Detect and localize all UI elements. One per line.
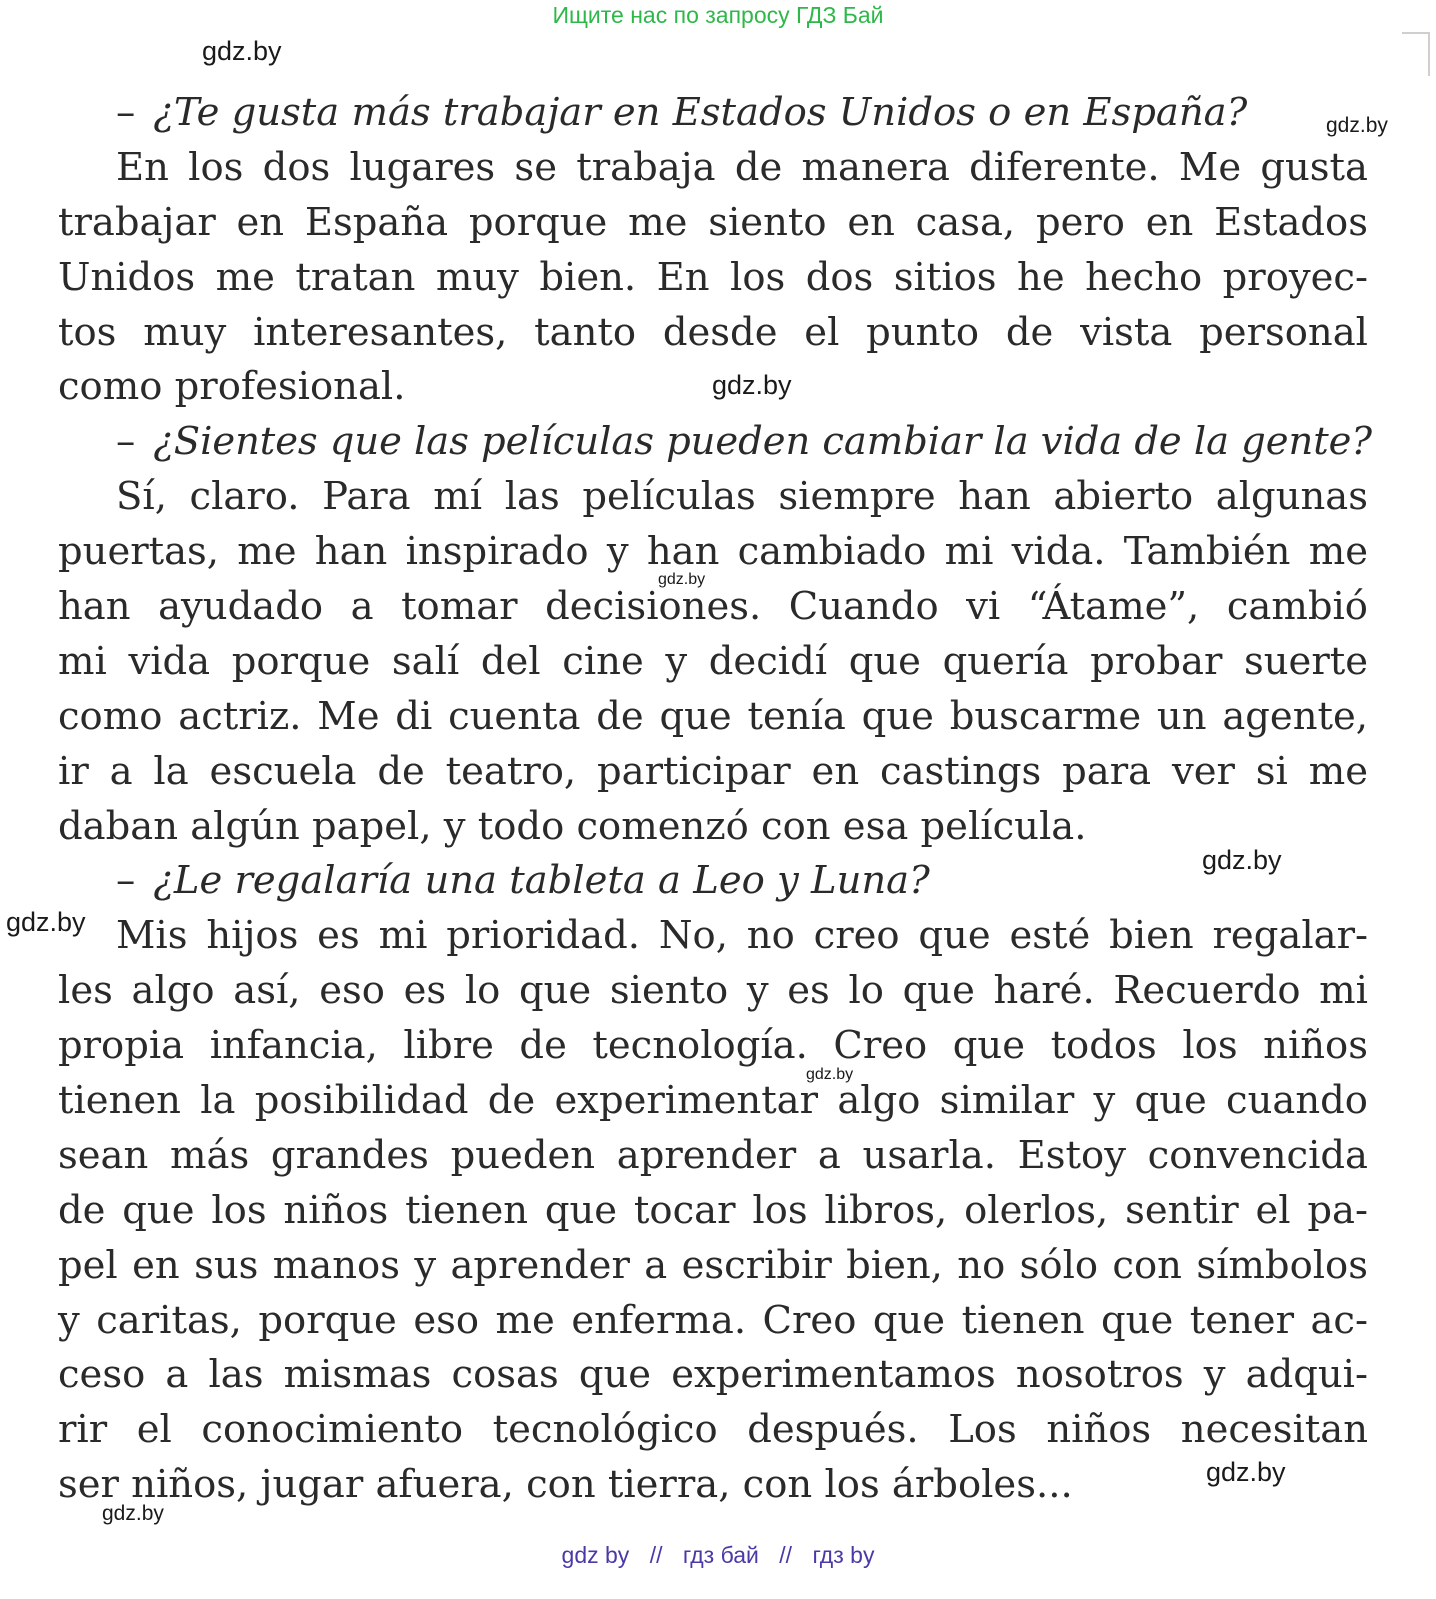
- answer-line: de que los niños tienen que tocar los libros, olerlos, sentir el pa-: [58, 1187, 1368, 1233]
- answer-line: y caritas, porque eso me enferma. Creo que tienen que tener ac-: [58, 1297, 1368, 1343]
- footer-separator: //: [649, 1542, 663, 1568]
- answer-line: Sí, claro. Para mí las películas siempre han abierto algunas: [116, 474, 1368, 520]
- watermark: gdz.by: [658, 571, 706, 588]
- question-text: ¿Le regalaría una tableta a Leo y Luna?: [153, 858, 930, 904]
- interview-question: [58, 86, 1368, 141]
- answer-line: ceso a las mismas cosas que experimentamos nosotros y adqui-: [58, 1352, 1368, 1398]
- footer-separator: //: [779, 1542, 793, 1568]
- answer-line: ir a la escuela de teatro, participar en castings para ver si me: [58, 748, 1368, 794]
- watermark: gdz.by: [712, 370, 792, 400]
- footer-links: [0, 1540, 1436, 1570]
- header-banner[interactable]: Ищите нас по запросу ГДЗ Бай: [552, 2, 884, 28]
- answer-line: sean más grandes pueden aprender a usarla. Estoy convencida: [58, 1132, 1368, 1178]
- footer-link-gdz-by[interactable]: gdz by: [561, 1542, 630, 1568]
- answer-line: Unidos me tratan muy bien. En los dos sitios he hecho proyec-: [58, 254, 1368, 300]
- answer-line: tos muy interesantes, tanto desde el punto de vista personal: [58, 309, 1368, 355]
- answer-line: daban algún papel, y todo comenzó con esa película.: [58, 803, 1087, 849]
- interview-text: [58, 86, 1372, 1513]
- question-dash: –: [116, 419, 136, 465]
- question-text: ¿Sientes que las películas pueden cambiar la vida de la gente?: [153, 419, 1372, 465]
- answer-line: como profesional.: [58, 364, 406, 410]
- question-text: ¿Te gusta más trabajar en Estados Unidos o en España?: [153, 90, 1248, 135]
- answer-line: puertas, me han inspirado y han cambiado mi vida. También me: [58, 529, 1368, 575]
- watermark: gdz.by: [102, 1502, 164, 1525]
- page-corner-mark: [1402, 32, 1430, 76]
- answer-line: propia infancia, libre de tecnología. Creo que todos los niños: [58, 1023, 1368, 1069]
- interview-question: [58, 854, 1368, 909]
- answer-line: ser niños, jugar afuera, con tierra, con los árboles...: [58, 1462, 1073, 1508]
- answer-line: En los dos lugares se trabaja de manera diferente. Me gusta: [116, 144, 1368, 190]
- answer-line: les algo así, eso es lo que siento y es lo que haré. Recuerdo mi: [58, 968, 1368, 1014]
- watermark: gdz.by: [6, 907, 86, 937]
- answer-line: Mis hijos es mi prioridad. No, no creo que esté bien regalar-: [116, 913, 1368, 959]
- watermark: gdz.by: [1326, 114, 1388, 137]
- answer-line: han ayudado a tomar decisiones. Cuando vi “Átame”, cambió: [58, 584, 1368, 630]
- watermark: gdz.by: [806, 1066, 854, 1083]
- footer-link-gdz-bai[interactable]: гдз бай: [682, 1542, 759, 1568]
- interview-question: [58, 415, 1372, 470]
- watermark: gdz.by: [1206, 1457, 1286, 1487]
- watermark: gdz.by: [202, 36, 282, 66]
- answer-line: trabajar en España porque me siento en casa, pero en Estados: [58, 199, 1368, 245]
- answer-line: rir el conocimiento tecnológico después. Los niños necesitan: [58, 1407, 1368, 1453]
- footer-link-gdz-by-cyr[interactable]: гдз by: [812, 1542, 875, 1568]
- answer-line: mi vida porque salí del cine y decidí que quería probar suerte: [58, 638, 1368, 684]
- answer-line: como actriz. Me di cuenta de que tenía que buscarme un agente,: [58, 693, 1368, 739]
- watermark: gdz.by: [1202, 845, 1282, 875]
- question-dash: –: [116, 858, 136, 904]
- question-dash: –: [116, 90, 136, 135]
- answer-line: tienen la posibilidad de experimentar algo similar y que cuando: [58, 1078, 1368, 1124]
- answer-line: pel en sus manos y aprender a escribir bien, no sólo con símbolos: [58, 1242, 1368, 1288]
